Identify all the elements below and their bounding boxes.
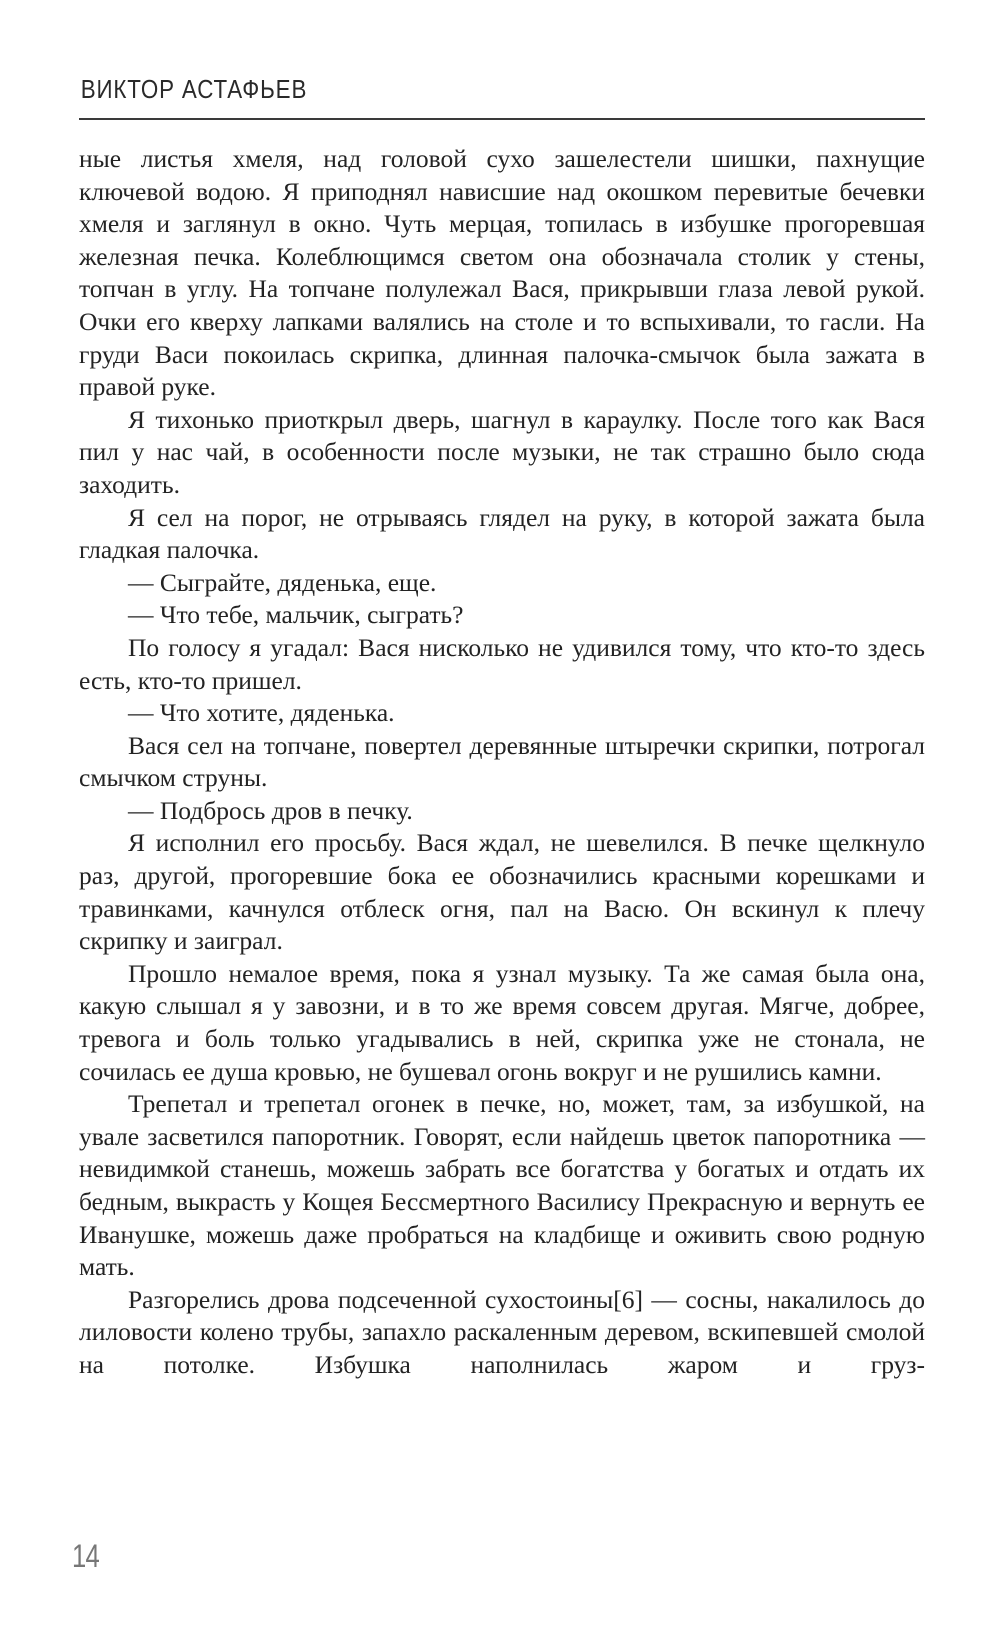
running-header	[79, 76, 925, 120]
paragraph: — Что тебе, мальчик, сыграть?	[128, 600, 464, 630]
paragraph: Я сел на порог, не отрываясь глядел на руку, в которой зажата была гладкая палочка.	[79, 502, 925, 565]
paragraph: Вася сел на топчане, повертел деревянные штыречки скрипки, потрогал смычком струны.	[79, 730, 925, 793]
paragraph: Прошло немалое время, пока я узнал музыку. Та же самая была она, какую слышал я у завозни, и в то же время совсем другая. Мягче, добрее, тревога и боль только угадывались в ней, скрипка уже не стонала, не сочилась ее душа кровью, не бушевал огонь вокруг и не рушились камни.	[79, 958, 925, 1086]
paragraph: — Что хотите, дяденька.	[128, 698, 395, 728]
paragraph: Разгорелись дрова подсеченной сухостоины[6] — сосны, накалилось до лиловости колено трубы, запахло раскаленным деревом, вскипевшей смолой на потолке. Избушка наполнилась жаром и груз-	[79, 1284, 925, 1379]
paragraph: — Сыграйте, дяденька, еще.	[128, 567, 437, 597]
body-text	[79, 143, 925, 1382]
paragraph: — Подбрось дров в печку.	[128, 795, 413, 825]
paragraph: Я исполнил его просьбу. Вася ждал, не шевелился. В печке щелкнуло раз, другой, прогоревшие бока ее обозначились красными корешками и травинками, качнулся отблеск огня, пал на Васю. Он вскинул к плечу скрипку и заиграл.	[79, 828, 925, 956]
paragraph: По голосу я угадал: Вася нисколько не удивился тому, что кто-то здесь есть, кто-то пришел.	[79, 632, 925, 695]
page-number: 14	[72, 1538, 99, 1574]
paragraph: ные листья хмеля, над головой сухо зашелестели шишки, пахнущие ключевой водою. Я приподнял нависшие над окошком перевитые бечевки хмеля и заглянул в окно. Чуть мерцая, топилась в избушке прогоревшая железная печка. Колеблющимся светом она обозначала столик у стены, топчан в углу. На топчане полулежал Вася, прикрывши глаза левой рукой. Очки его кверху лапками валялись на столе и то вспыхивали, то гасли. На груди Васи покоилась скрипка, длинная палочка-смычок была зажата в правой руке.	[79, 144, 925, 402]
header-author: ВИКТОР АСТАФЬЕВ	[80, 74, 308, 104]
paragraph: Я тихонько приоткрыл дверь, шагнул в караулку. После того как Вася пил у нас чай, в особенности после музыки, не так страшно было сюда заходить.	[79, 404, 925, 499]
paragraph: Трепетал и трепетал огонек в печке, но, может, там, за избушкой, на увале засветился папоротник. Говорят, если найдешь цветок папоротника — невидимкой станешь, можешь забрать все богатства у богатых и отдать их бедным, выкрасть у Кощея Бессмертного Василису Прекрасную и вернуть ее Иванушке, можешь даже пробраться на кладбище и оживить свою родную мать.	[79, 1089, 925, 1282]
header-rule	[79, 118, 925, 120]
